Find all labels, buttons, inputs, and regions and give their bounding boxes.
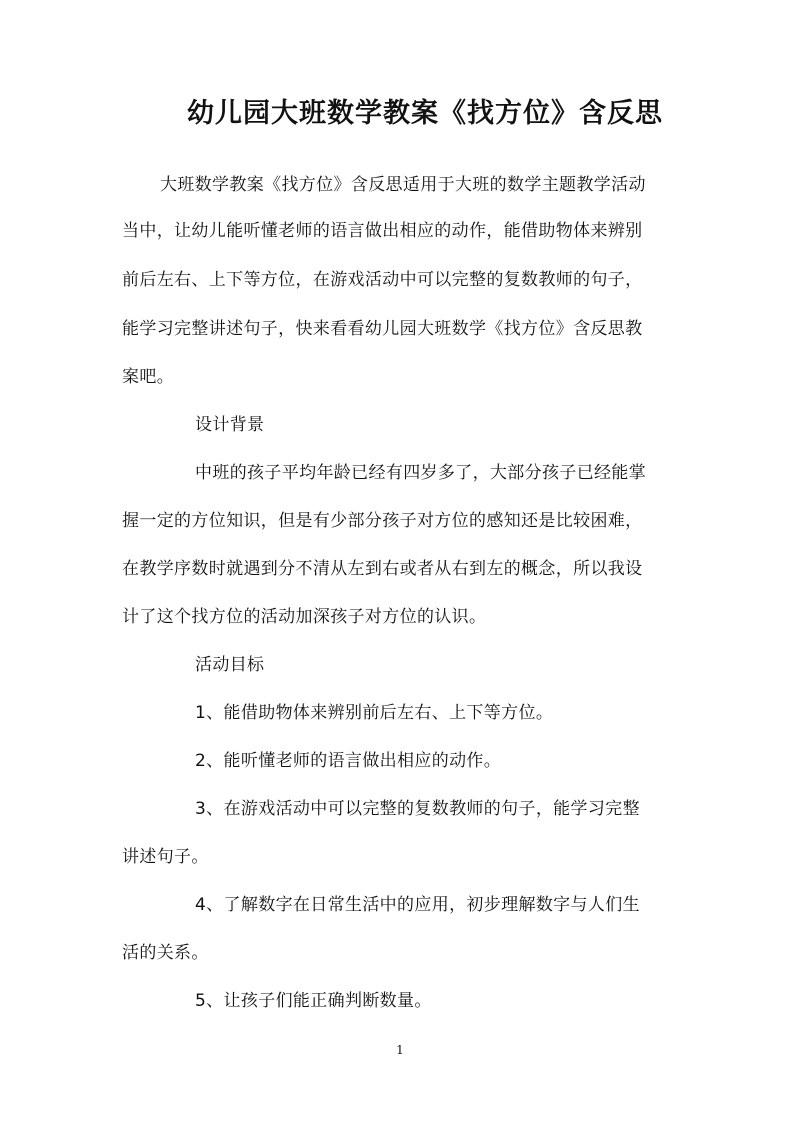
objective-item-4: 4、了解数字在日常生活中的应用，初步理解数字与人们生: [195, 895, 640, 915]
intro-line-3: 前后左右、上下等方位，在游戏活动中可以完整的复数教师的句子，: [122, 270, 643, 290]
objective-item-2: 2、能听懂老师的语言做出相应的动作。: [195, 751, 502, 771]
background-line-2: 握一定的方位知识，但是有少部分孩子对方位的感知还是比较困难，: [122, 511, 643, 531]
intro-line-4: 能学习完整讲述句子，快来看看幼儿园大班数学《找方位》含反思教: [122, 319, 643, 339]
objective-item-5: 5、让孩子们能正确判断数量。: [195, 991, 432, 1011]
objective-item-3-continued: 讲述句子。: [122, 847, 209, 867]
objective-item-4-continued: 活的关系。: [122, 943, 209, 963]
objective-item-3: 3、在游戏活动中可以完整的复数教师的句子，能学习完整: [195, 799, 640, 819]
intro-line-5: 案吧。: [122, 367, 175, 387]
section-heading-background: 设计背景: [195, 415, 265, 435]
intro-line-1: 大班数学教案《找方位》含反思适用于大班的数学主题教学活动: [160, 175, 646, 195]
objective-item-1: 1、能借助物体来辨别前后左右、上下等方位。: [195, 703, 554, 723]
document-title: 幼儿园大班数学教案《找方位》含反思: [187, 98, 663, 129]
intro-line-2: 当中，让幼儿能听懂老师的语言做出相应的动作，能借助物体来辨别: [122, 221, 643, 241]
section-heading-objectives: 活动目标: [195, 655, 265, 675]
background-line-3: 在教学序数时就遇到分不清从左到右或者从右到左的概念，所以我设: [122, 559, 643, 579]
background-line-4: 计了这个找方位的活动加深孩子对方位的认识。: [122, 607, 487, 627]
background-line-1: 中班的孩子平均年龄已经有四岁多了，大部分孩子已经能掌: [195, 463, 647, 483]
page-number: 1: [396, 1043, 404, 1057]
